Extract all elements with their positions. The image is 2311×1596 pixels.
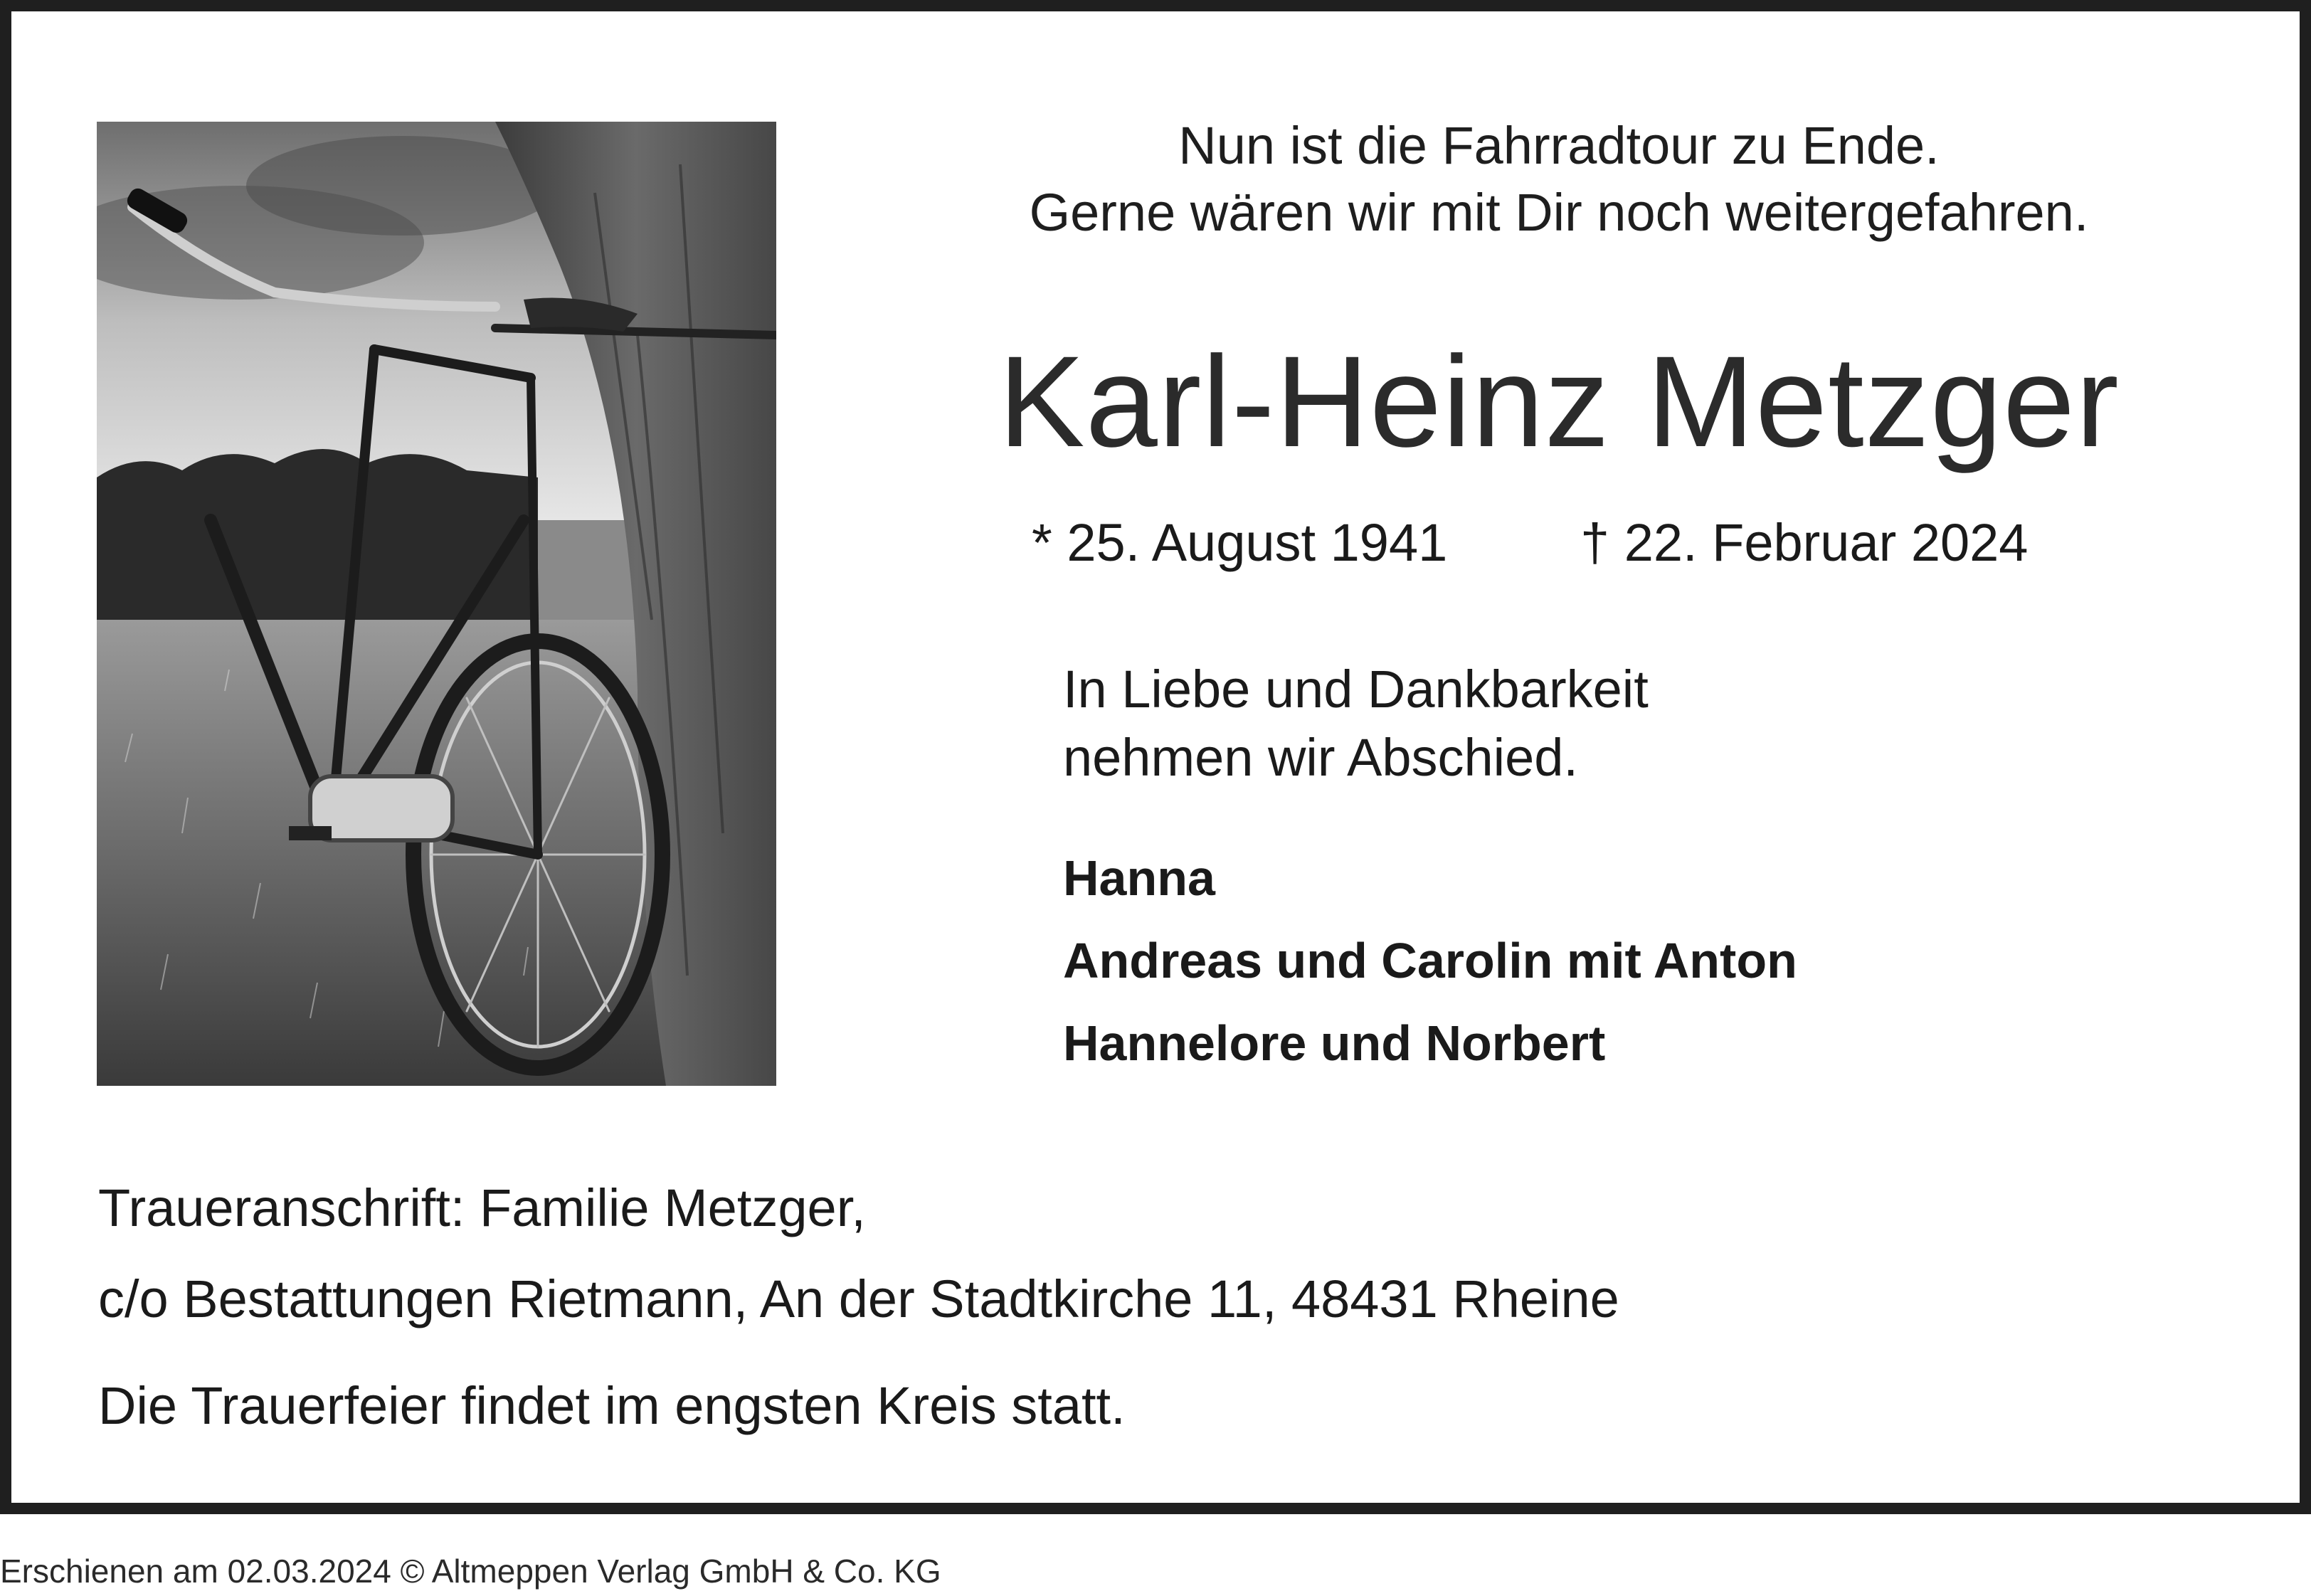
farewell-line: nehmen wir Abschied. (1063, 728, 1578, 787)
motto-line: Nun ist die Fahrradtour zu Ende. (1178, 116, 1940, 175)
deceased-name: Karl-Heinz Metzger (998, 329, 2120, 474)
mourner-name: Andreas und Carolin mit Anton (1063, 933, 1797, 988)
motto-line: Gerne wären wir mit Dir noch weitergefahren. (1029, 183, 2089, 242)
motto (936, 112, 2182, 246)
farewell-text (1063, 655, 1649, 792)
address-line: c/o Bestattungen Rietmann, An der Stadtkirche 11, 48431 Rheine (98, 1269, 1619, 1328)
publication-footer: Erschienen am 02.03.2024 © Altmeppen Verlag GmbH & Co. KG (0, 1553, 941, 1590)
ceremony-note: Die Trauerfeier findet im engsten Kreis statt. (98, 1376, 1126, 1435)
mourner-name: Hanna (1063, 850, 1215, 906)
death-date: † 22. Februar 2024 (1580, 513, 2029, 572)
bicycle-tree-image (97, 122, 776, 1086)
mourners-list (1063, 837, 1797, 1084)
address-line: Traueranschrift: Familie Metzger, (98, 1178, 866, 1237)
birth-date: * 25. August 1941 (1032, 513, 1448, 572)
mourner-name: Hannelore und Norbert (1063, 1015, 1606, 1071)
mourning-address (98, 1163, 1619, 1345)
farewell-line: In Liebe und Dankbarkeit (1063, 660, 1649, 719)
photo-bicycle-under-tree (97, 122, 776, 1086)
